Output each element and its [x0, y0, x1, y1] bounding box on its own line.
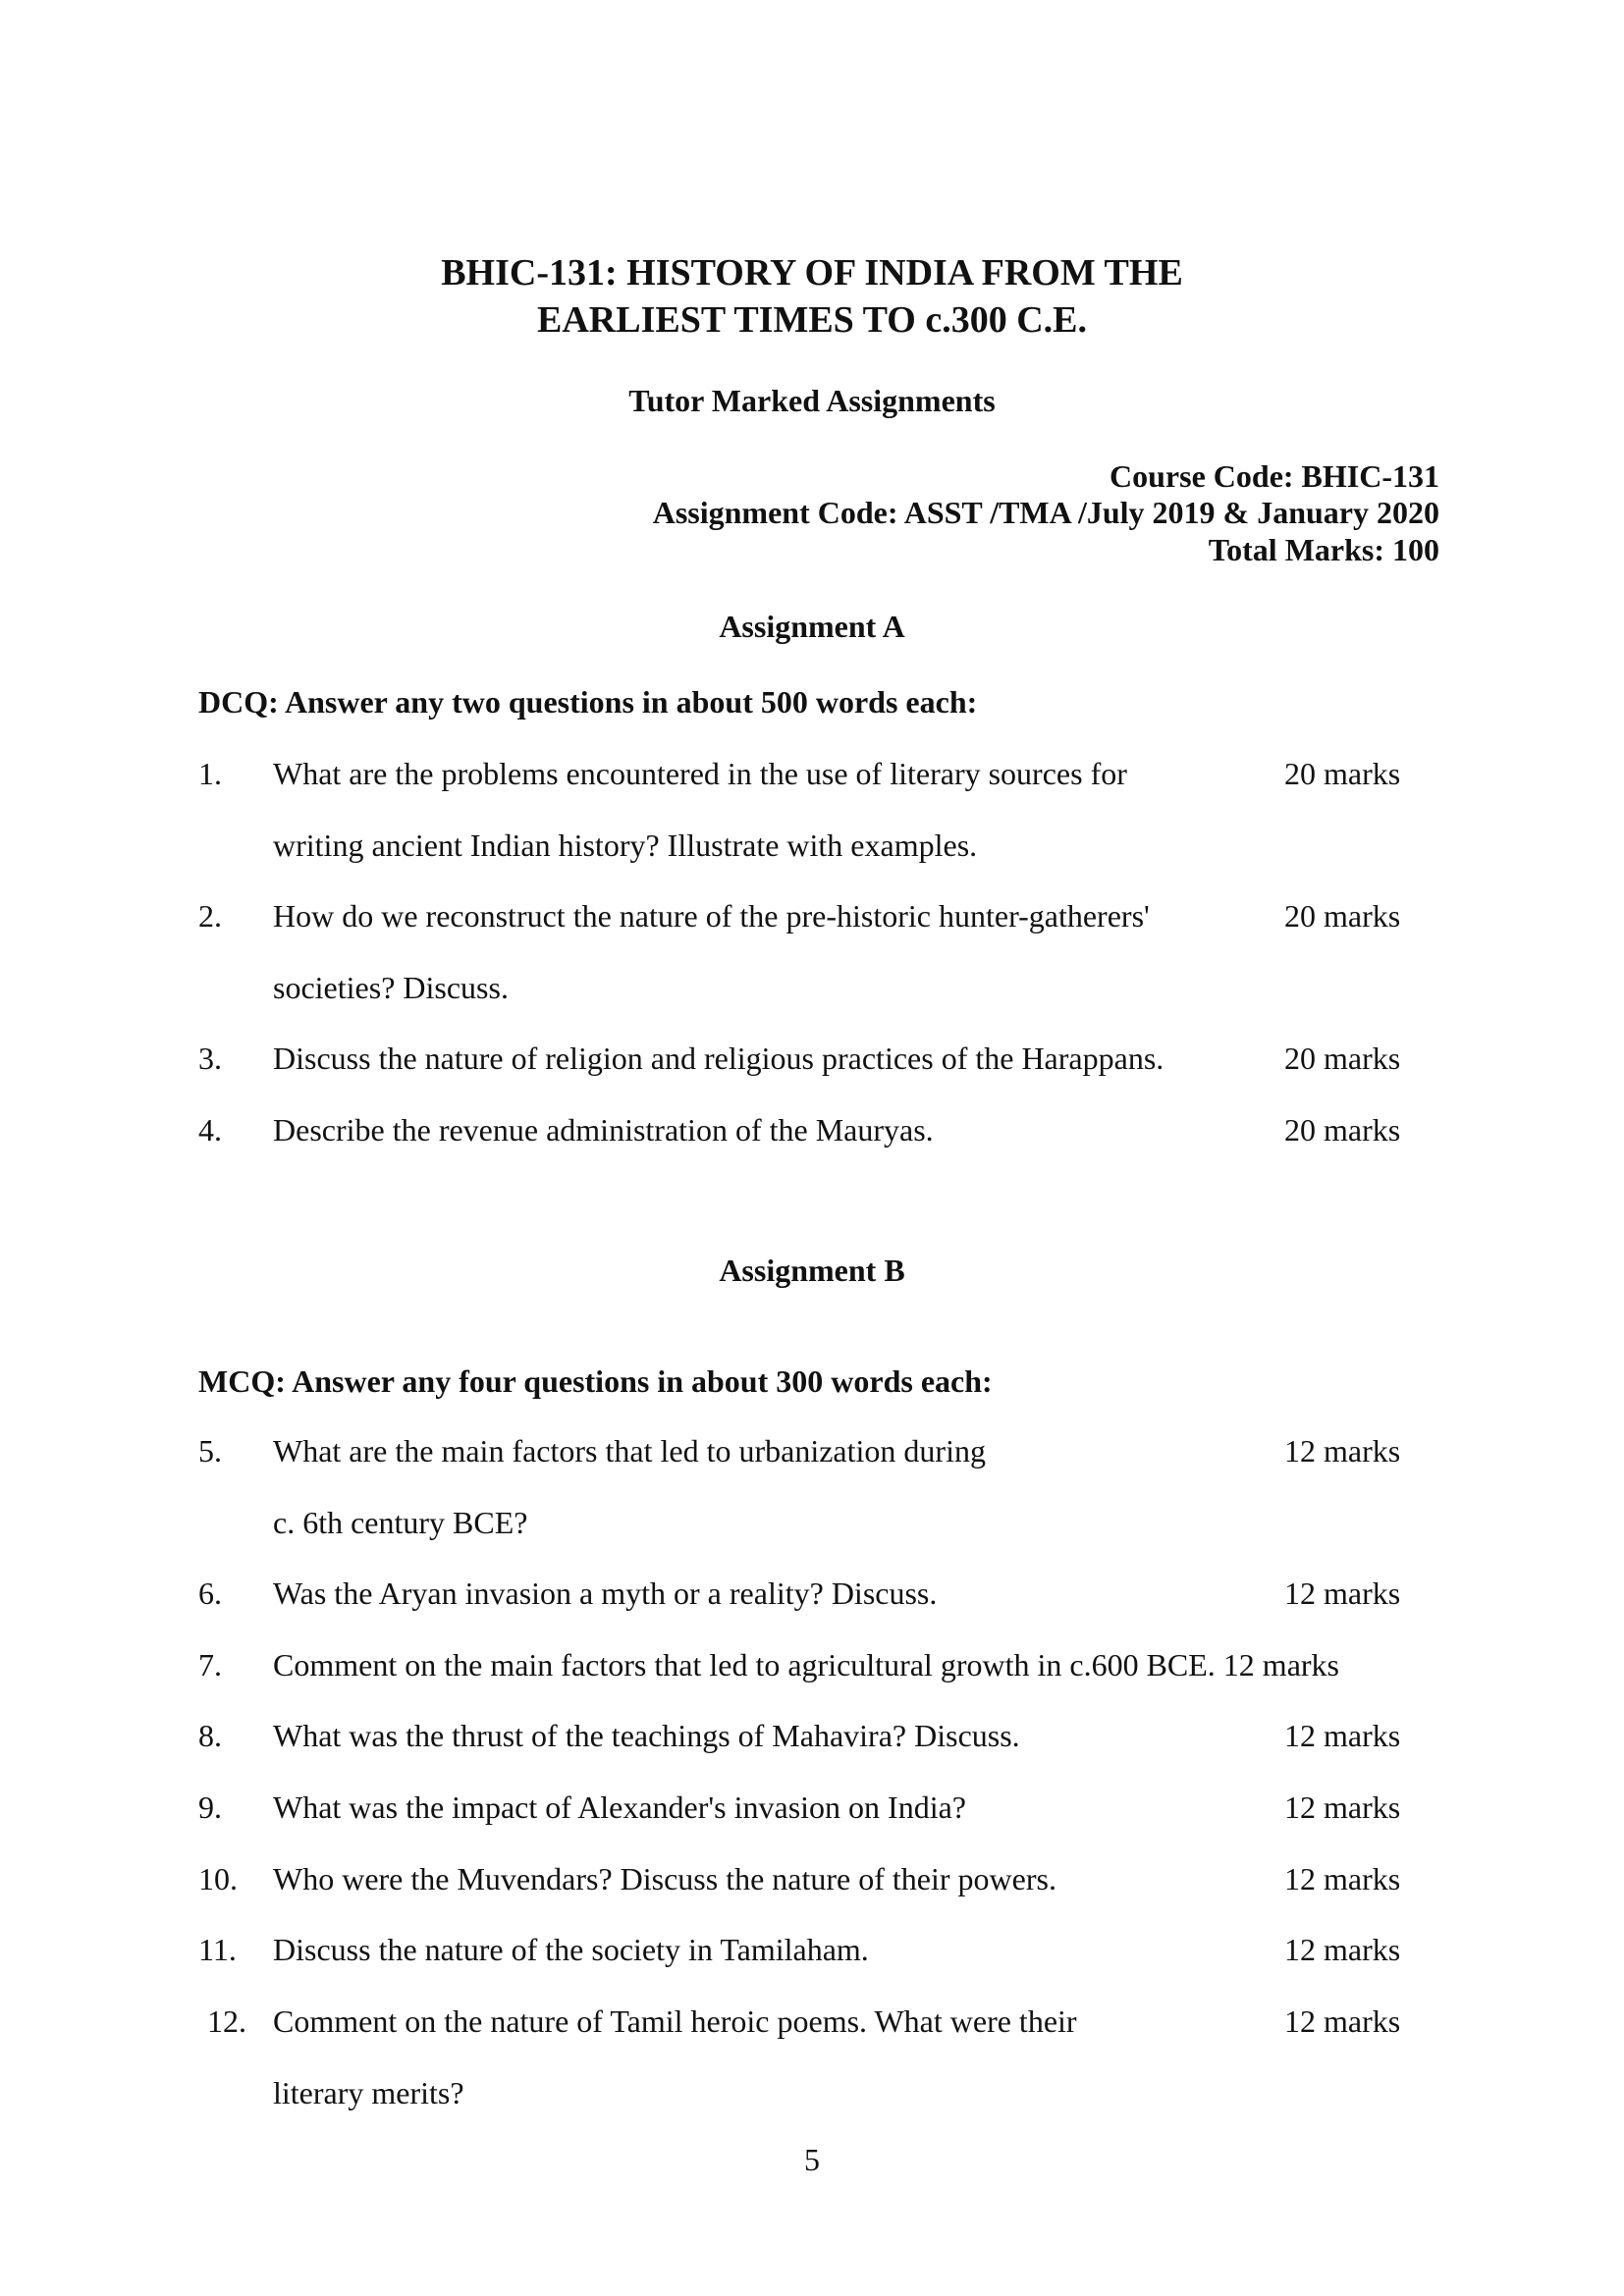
question-marks: 12 marks [1284, 2003, 1401, 2039]
question-text: Discuss the nature of the society in Tamilaham. [273, 1932, 869, 1967]
total-marks: Total Marks: 100 [1208, 532, 1439, 567]
question-marks: 20 marks [1284, 756, 1401, 791]
question-text: Discuss the nature of religion and religious practices of the Harappans. [273, 1041, 1164, 1076]
question-text: Comment on the nature of Tamil heroic poems. What were their [273, 2003, 1077, 2039]
question-marks: 12 marks [1284, 1932, 1401, 1967]
question-number: 11. [198, 1932, 237, 1967]
question-text: Who were the Muvendars? Discuss the nature of their powers. [273, 1861, 1056, 1896]
question-marks: 20 marks [1284, 898, 1401, 934]
question-number: 7. [198, 1647, 222, 1682]
question-text: How do we reconstruct the nature of the pre-historic hunter-gatherers' [273, 898, 1150, 934]
document-subtitle: Tutor Marked Assignments [628, 383, 996, 418]
question-marks: 12 marks [1284, 1718, 1401, 1753]
question-number: 12. [207, 2003, 246, 2039]
question-text-continued: c. 6th century BCE? [273, 1505, 528, 1540]
question-text-continued: literary merits? [273, 2075, 464, 2110]
question-number: 5. [198, 1433, 222, 1468]
question-number: 1. [198, 756, 222, 791]
question-text: What are the problems encountered in the use of literary sources for [273, 756, 1127, 791]
question-number: 9. [198, 1789, 222, 1825]
question-text: What are the main factors that led to urbanization during [273, 1433, 986, 1468]
question-number: 2. [198, 898, 222, 934]
assignment-code: Assignment Code: ASST /TMA /July 2019 & January 2020 [652, 495, 1439, 530]
page-number: 5 [804, 2142, 820, 2177]
question-number: 4. [198, 1112, 222, 1148]
assignment-b-instruction: MCQ: Answer any four questions in about 300 words each: [198, 1363, 993, 1399]
question-text-continued: writing ancient Indian history? Illustrate with examples. [273, 828, 978, 863]
question-marks: 12 marks [1284, 1789, 1401, 1825]
document-title-line2: EARLIEST TIMES TO c.300 C.E. [537, 299, 1087, 341]
question-number: 8. [198, 1718, 222, 1753]
question-marks: 12 marks [1284, 1433, 1401, 1468]
assignment-b-heading: Assignment B [719, 1253, 905, 1288]
question-marks: 20 marks [1284, 1112, 1401, 1148]
question-text-continued: societies? Discuss. [273, 970, 509, 1005]
question-text: Was the Aryan invasion a myth or a reality? Discuss. [273, 1575, 938, 1611]
question-marks: 12 marks [1284, 1861, 1401, 1896]
question-marks: 20 marks [1284, 1041, 1401, 1076]
assignment-a-instruction: DCQ: Answer any two questions in about 500 words each: [198, 684, 978, 720]
question-text: Describe the revenue administration of the Mauryas. [273, 1112, 934, 1148]
question-text: Comment on the main factors that led to agricultural growth in c.600 BCE. 12 marks [273, 1647, 1339, 1682]
question-number: 3. [198, 1041, 222, 1076]
document-title-line1: BHIC-131: HISTORY OF INDIA FROM THE [441, 252, 1183, 294]
question-marks: 12 marks [1284, 1575, 1401, 1611]
assignment-a-heading: Assignment A [719, 609, 905, 644]
question-number: 10. [198, 1861, 238, 1896]
question-text: What was the thrust of the teachings of Mahavira? Discuss. [273, 1718, 1020, 1753]
question-number: 6. [198, 1575, 222, 1611]
question-text: What was the impact of Alexander's invasion on India? [273, 1789, 966, 1825]
course-code: Course Code: BHIC-131 [1110, 458, 1439, 494]
